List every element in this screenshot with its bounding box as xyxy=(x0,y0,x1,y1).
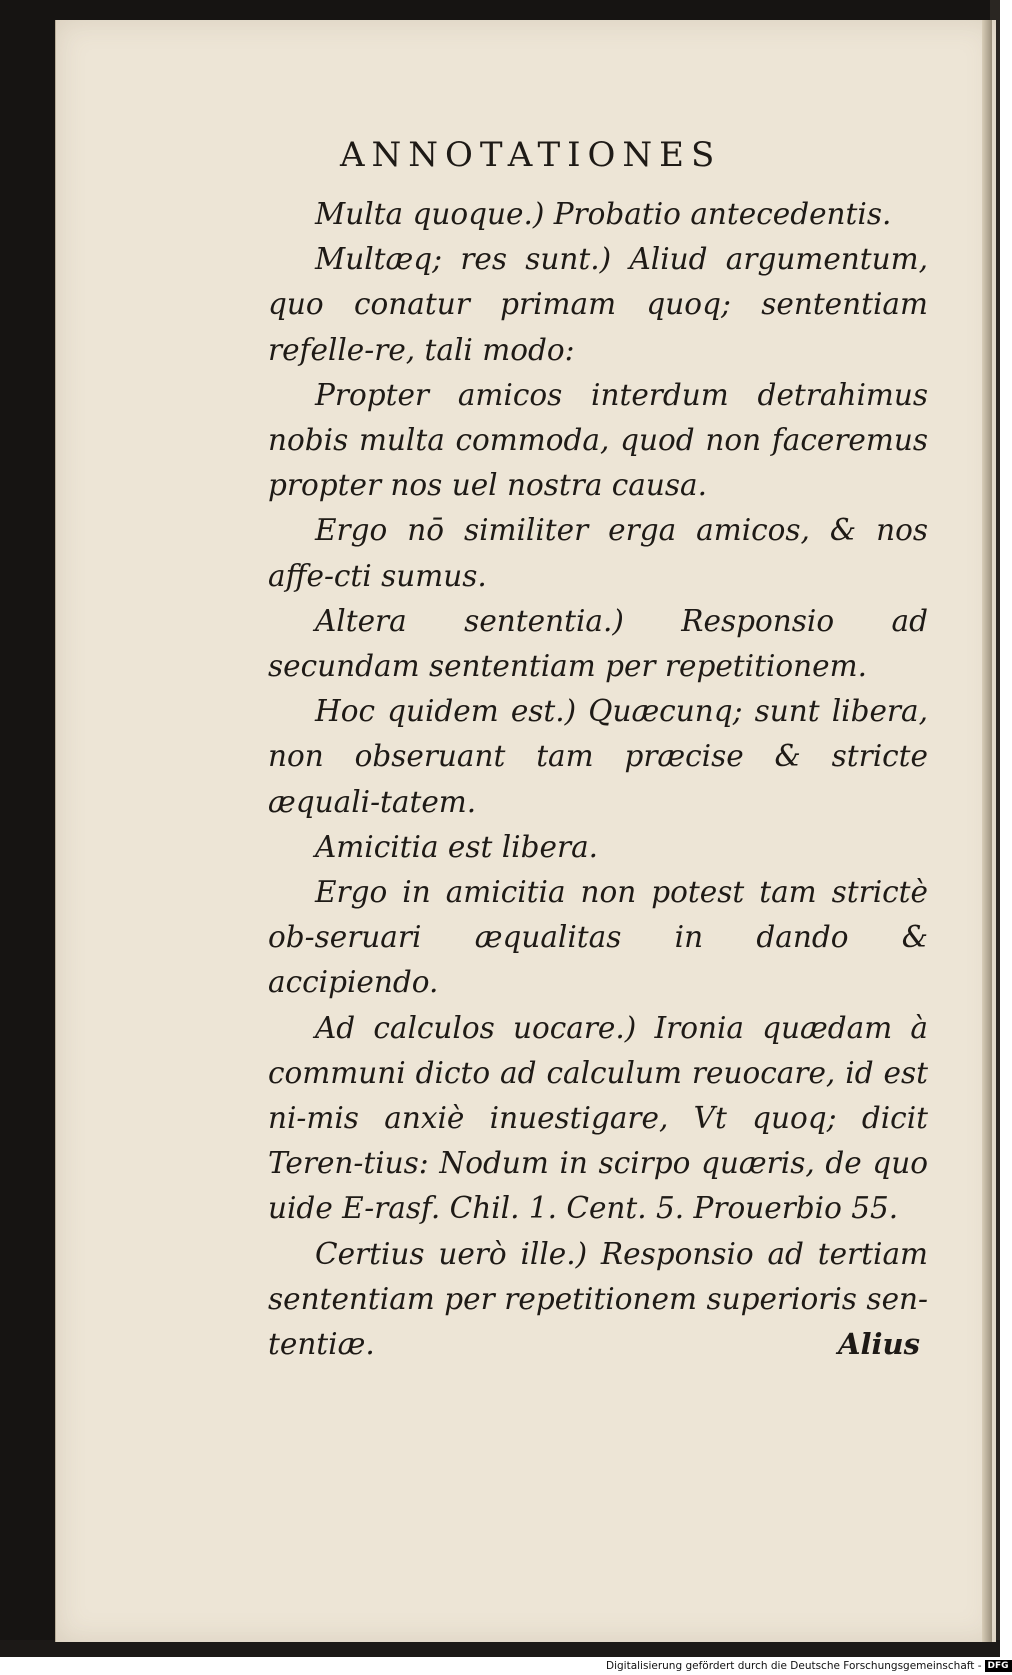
paragraph: Multæq; res sunt.) Aliud argumentum, quo conatur primam quoq; sententiam refelle-re, tali modo: xyxy=(268,242,928,367)
paragraph: Altera sententia.) Responsio ad secundam sententiam per repetitionem. xyxy=(268,603,928,684)
catchword: Alius xyxy=(838,1327,920,1361)
paragraph: Ergo in amicitia non potest tam strictè ob-seruari æqualitas in dando & accipiendo. xyxy=(268,875,928,1000)
scan-border-top xyxy=(0,0,1000,22)
running-head: ANNOTATIONES xyxy=(340,135,722,175)
dfg-logo: DFG xyxy=(985,1660,1012,1672)
paragraph: Certius uerò ille.) Responsio ad tertiam sententiam per repetitionem superioris sen-tentiæ. xyxy=(268,1236,928,1362)
paragraph: Hoc quidem est.) Quæcunq; sunt libera, non obseruant tam præcise & stricte æquali-tatem. xyxy=(268,694,928,819)
scan-border-left xyxy=(0,0,57,1655)
paragraph: Ad calculos uocare.) Ironia quædam à communi dicto ad calculum reuocare, id est ni-mis anxiè inuestigare, Vt quoq; dicit Teren-tius: Nodum in scirpo quæris, de quo uide E-rasf. Chil. 1. Cent. 5. Prouerbio 55. xyxy=(268,1010,928,1226)
digitization-credit xyxy=(606,1657,1012,1675)
paragraph: Multa quoque.) Probatio antecedentis. xyxy=(315,197,892,231)
page-body xyxy=(268,192,928,1367)
page-edge xyxy=(982,20,992,1642)
scan-border-bottom xyxy=(0,1640,1000,1657)
paragraph: Ergo nō similiter erga amicos, & nos affe-cti sumus. xyxy=(268,513,928,593)
paragraph: Propter amicos interdum detrahimus nobis multa commoda, quod non faceremus propter nos uel nostra causa. xyxy=(268,377,928,503)
paragraph: Amicitia est libera. xyxy=(315,829,599,864)
credit-text: Digitalisierung gefördert durch die Deutsche Forschungsgemeinschaft - xyxy=(606,1660,982,1672)
